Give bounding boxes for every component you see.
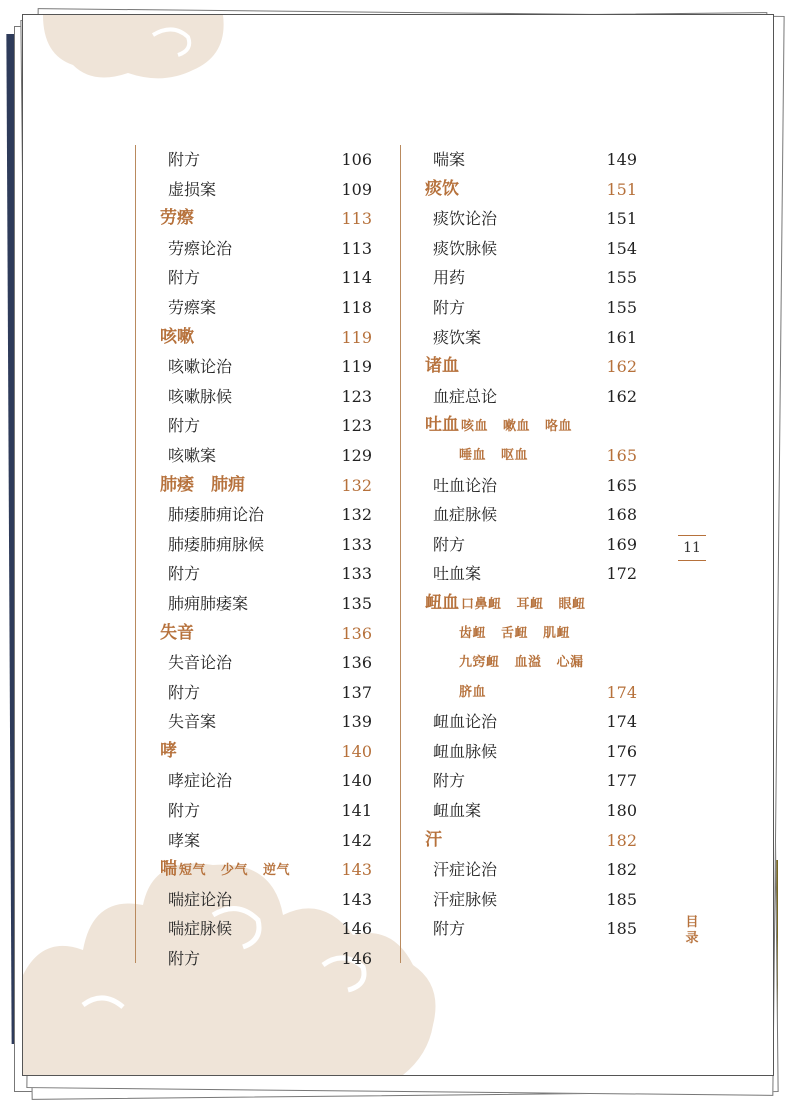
toc-heading[interactable]	[401, 352, 637, 382]
toc-entry-page: 165	[606, 445, 637, 465]
toc-entry-label	[433, 855, 497, 885]
toc-entry-page: 113	[341, 209, 372, 229]
toc-entry-label	[433, 796, 481, 826]
toc-entry-page: 174	[606, 712, 637, 732]
toc-entry-page: 114	[341, 268, 372, 288]
toc-entry-page: 132	[341, 475, 372, 495]
toc-heading[interactable]	[136, 855, 372, 885]
toc-entry-label	[433, 707, 497, 737]
toc-entry[interactable]	[136, 175, 372, 205]
toc-entry-label	[168, 885, 232, 915]
toc-entry-page: 139	[341, 712, 372, 732]
toc-entry-title: 肺痿肺痈论治	[168, 505, 265, 525]
toc-entry-label	[168, 382, 232, 412]
toc-entry-title: 血症脉候	[433, 505, 498, 525]
toc-entry-label	[160, 855, 290, 886]
toc-entry-title: 咳嗽案	[168, 445, 217, 465]
toc-entry-page: 155	[606, 297, 637, 317]
toc-entry-label	[168, 589, 248, 619]
toc-entry-title: 痰饮案	[433, 327, 482, 347]
toc-entry-page: 143	[341, 860, 372, 880]
toc-column-right	[400, 145, 637, 963]
toc-entry[interactable]	[401, 914, 637, 944]
toc-entry-subtitle: 咳血 嗽血 咯血	[461, 419, 573, 435]
toc-entry-page: 174	[606, 682, 637, 702]
toc-entry[interactable]	[136, 411, 372, 441]
toc-entry-label	[160, 323, 196, 354]
toc-entry[interactable]	[401, 263, 637, 293]
toc-entry-label	[433, 293, 465, 323]
toc-entry-label	[168, 826, 200, 856]
toc-entry-title: 哮	[160, 740, 177, 761]
toc-entry[interactable]	[401, 382, 637, 412]
toc-entry-page: 182	[606, 830, 637, 850]
toc-entry-title: 衄血脉候	[433, 741, 498, 761]
toc-entry-page: 149	[606, 150, 637, 169]
toc-entry-label	[459, 441, 528, 471]
page-number: 11	[678, 535, 706, 561]
toc-entry-title: 汗症论治	[433, 860, 498, 880]
toc-entry-page: 133	[341, 564, 372, 584]
toc-entry-page: 137	[341, 682, 372, 702]
toc-entry-title: 哮案	[168, 830, 201, 850]
toc-entry[interactable]	[401, 707, 637, 737]
toc-entry-title: 吐血	[425, 415, 459, 436]
toc-entry-page: 143	[341, 889, 372, 909]
toc-entry-title: 九窍衄 血溢 心漏	[459, 655, 584, 671]
toc-entry-page: 146	[341, 949, 372, 969]
toc-entry[interactable]	[401, 796, 637, 826]
toc-entry-title: 诸血	[425, 356, 459, 377]
toc-entry[interactable]	[401, 737, 637, 767]
toc-entry-label	[433, 382, 497, 412]
toc-entry-label	[160, 204, 196, 235]
toc-heading-continuation[interactable]	[401, 619, 637, 649]
toc-entry[interactable]	[136, 707, 372, 737]
toc-heading[interactable]	[401, 411, 637, 441]
toc-entry-page: 140	[341, 771, 372, 791]
toc-entry[interactable]	[136, 648, 372, 678]
toc-entry-title: 附方	[168, 268, 201, 288]
toc-entry-label	[168, 707, 216, 737]
toc-entry-page: 154	[606, 238, 637, 258]
toc-entry-label	[168, 678, 200, 708]
toc-entry-page: 176	[606, 741, 637, 761]
toc-entry-title: 失音案	[168, 712, 217, 732]
toc-heading[interactable]	[401, 589, 637, 619]
toc-entry-label	[433, 145, 465, 175]
toc-heading-continuation[interactable]	[401, 678, 637, 708]
toc-entry-label	[433, 530, 465, 560]
toc-entry-title: 咳嗽	[160, 326, 194, 347]
toc-entry[interactable]	[401, 323, 637, 353]
toc-entry-title: 喘	[160, 859, 177, 880]
toc-entry-page: 123	[341, 416, 372, 436]
toc-entry-page: 185	[606, 889, 637, 909]
toc-entry[interactable]	[401, 500, 637, 530]
toc-entry-title: 痰饮脉候	[433, 238, 498, 258]
toc-entry-title: 失音论治	[168, 653, 233, 673]
section-label	[683, 915, 701, 947]
toc-entry-label	[459, 648, 584, 678]
toc-entry-page: 161	[606, 327, 637, 347]
toc-entry-label	[433, 766, 465, 796]
toc-entry-title: 衄血论治	[433, 712, 498, 732]
toc-entry[interactable]	[136, 352, 372, 382]
toc-entry-label	[433, 737, 497, 767]
toc-entry-page: 155	[606, 268, 637, 288]
toc-entry-label	[433, 559, 481, 589]
toc-entry-title: 附方	[433, 771, 466, 791]
toc-entry[interactable]	[136, 678, 372, 708]
toc-entry-page: 169	[606, 534, 637, 554]
toc-entry-page: 119	[341, 357, 372, 377]
toc-entry-label	[425, 589, 586, 620]
toc-entry-title: 痰饮	[425, 178, 459, 199]
toc-entry-title: 咳嗽论治	[168, 357, 233, 377]
toc-entry-label	[160, 471, 247, 502]
toc-entry-label	[168, 293, 216, 323]
toc-entry[interactable]	[401, 766, 637, 796]
toc-entry[interactable]	[136, 500, 372, 530]
toc-entry-title: 附方	[168, 416, 201, 436]
toc-entry[interactable]	[136, 145, 372, 175]
toc-entry-page: 151	[606, 209, 637, 229]
toc-entry-page: 168	[606, 505, 637, 525]
toc-entry-title: 痰饮论治	[433, 209, 498, 229]
toc-entry-page: 123	[341, 386, 372, 406]
toc-entry[interactable]	[136, 885, 372, 915]
toc-entry-subtitle: 短气 少气 逆气	[179, 863, 291, 879]
toc-entry-title: 汗症脉候	[433, 889, 498, 909]
toc-entry-label	[425, 826, 444, 857]
toc-entry-title: 哮症论治	[168, 771, 233, 791]
toc-entry-label	[433, 500, 497, 530]
toc-entry-title: 附方	[168, 682, 201, 702]
toc-entry-page: 162	[606, 386, 637, 406]
toc-entry-page: 182	[606, 860, 637, 880]
toc-entry-label	[433, 323, 481, 353]
toc-entry-label	[168, 766, 232, 796]
toc-entry-title: 吐血案	[433, 564, 482, 584]
toc-entry-label	[425, 175, 461, 206]
toc-entry-page: 162	[606, 357, 637, 377]
toc-entry-label	[160, 619, 196, 650]
toc-entry-title: 劳瘵论治	[168, 238, 233, 258]
section-label-char: 录	[685, 931, 699, 946]
toc-entry-label	[168, 796, 200, 826]
toc-entry-title: 衄血案	[433, 801, 482, 821]
toc-entry-title: 虚损案	[168, 179, 217, 199]
toc-entry[interactable]	[136, 293, 372, 323]
toc-entry-title: 失音	[160, 622, 194, 643]
toc-entry-title: 肺痈肺痿案	[168, 593, 249, 613]
toc-entry-title: 吐血论治	[433, 475, 498, 495]
toc-entry[interactable]	[136, 530, 372, 560]
toc-entry[interactable]	[401, 855, 637, 885]
toc-entry-label	[433, 234, 497, 264]
toc-entry-label	[433, 914, 465, 944]
toc-entry-title: 附方	[168, 564, 201, 584]
toc-entry[interactable]	[401, 145, 637, 175]
toc-entry-label	[168, 914, 232, 944]
toc-entry-label	[160, 737, 179, 768]
toc-entry-title: 劳瘵案	[168, 297, 217, 317]
toc-entry-title: 附方	[168, 150, 201, 169]
toc-page	[22, 14, 774, 1076]
toc-entry-subtitle: 口鼻衄 耳衄 眼衄	[461, 596, 586, 612]
toc-heading[interactable]	[136, 619, 372, 649]
toc-entry-label	[168, 234, 232, 264]
toc-heading[interactable]	[136, 737, 372, 767]
toc-entry-label	[168, 175, 216, 205]
toc-entry-page: 135	[341, 593, 372, 613]
toc-entry-title: 附方	[433, 297, 466, 317]
toc-entry-label	[433, 204, 497, 234]
toc-entry-title: 齿衄 舌衄 肌衄	[459, 625, 571, 641]
toc-entry[interactable]	[401, 559, 637, 589]
toc-heading-continuation[interactable]	[401, 441, 637, 471]
toc-entry[interactable]	[136, 382, 372, 412]
toc-entry-title: 用药	[433, 268, 466, 288]
toc-entry[interactable]	[136, 914, 372, 944]
toc-entry-title: 咳嗽脉候	[168, 386, 233, 406]
toc-entry-title: 汗	[425, 829, 442, 850]
toc-entry-title: 唾血 呕血	[459, 447, 529, 463]
toc-entry-page: 119	[341, 327, 372, 347]
toc-entry-page: 118	[341, 297, 372, 317]
toc-entry[interactable]	[136, 234, 372, 264]
toc-entry-label	[168, 411, 200, 441]
toc-heading-continuation[interactable]	[401, 648, 637, 678]
toc-entry-title: 附方	[433, 919, 466, 939]
toc-entry-page: 132	[341, 505, 372, 525]
toc-entry[interactable]	[401, 530, 637, 560]
toc-entry-title: 脐血	[459, 684, 487, 700]
cloud-ornament-top-icon	[33, 15, 233, 85]
toc-entry[interactable]	[136, 944, 372, 974]
toc-entry-title: 喘案	[433, 150, 466, 169]
toc-entry-page: 180	[606, 801, 637, 821]
toc-entry-label	[433, 263, 465, 293]
toc-entry-page: 136	[341, 623, 372, 643]
toc-entry-page: 185	[606, 919, 637, 939]
toc-entry[interactable]	[136, 826, 372, 856]
toc-entry-page: 165	[606, 475, 637, 495]
toc-entry[interactable]	[401, 293, 637, 323]
toc-entry-title: 衄血	[425, 592, 459, 613]
toc-entry-title: 肺痿肺痈脉候	[168, 534, 265, 554]
toc-entry[interactable]	[136, 766, 372, 796]
toc-heading[interactable]	[401, 175, 637, 205]
toc-heading[interactable]	[136, 323, 372, 353]
toc-entry-label	[168, 441, 216, 471]
toc-entry-title: 附方	[168, 801, 201, 821]
toc-entry-label	[433, 471, 497, 501]
section-label-char: 目	[685, 915, 699, 930]
toc-entry-label	[168, 530, 264, 560]
toc-entry-page: 136	[341, 653, 372, 673]
toc-entry-page: 129	[341, 445, 372, 465]
toc-entry-page: 133	[341, 534, 372, 554]
toc-entry-page: 177	[606, 771, 637, 791]
toc-entry-page: 146	[341, 919, 372, 939]
toc-entry[interactable]	[401, 204, 637, 234]
toc-heading[interactable]	[136, 204, 372, 234]
toc-entry-page: 141	[341, 801, 372, 821]
toc-entry-label	[433, 885, 497, 915]
toc-entry-label	[425, 352, 461, 383]
toc-entry-title: 肺痿 肺痈	[160, 474, 245, 495]
toc-entry[interactable]	[401, 471, 637, 501]
toc-entry[interactable]	[401, 885, 637, 915]
toc-entry-title: 附方	[168, 949, 201, 969]
toc-entry-page: 151	[606, 179, 637, 199]
toc-entry[interactable]	[136, 441, 372, 471]
toc-entry[interactable]	[136, 559, 372, 589]
toc-entry-label	[168, 559, 200, 589]
toc-entry-page: 106	[341, 150, 372, 169]
toc-entry-label	[459, 678, 486, 708]
toc-entry-page: 109	[341, 179, 372, 199]
toc-entry-label	[168, 944, 200, 974]
toc-entry-page: 140	[341, 741, 372, 761]
toc-entry-label	[425, 411, 572, 442]
toc-entry-title: 血症总论	[433, 386, 498, 406]
toc-entry-page: 142	[341, 830, 372, 850]
toc-entry-label	[168, 145, 200, 175]
toc-entry-title: 劳瘵	[160, 208, 194, 229]
toc-entry[interactable]	[136, 589, 372, 619]
toc-entry[interactable]	[401, 234, 637, 264]
toc-entry[interactable]	[136, 796, 372, 826]
toc-heading[interactable]	[401, 826, 637, 856]
toc-entry-page: 113	[341, 238, 372, 258]
toc-entry[interactable]	[136, 263, 372, 293]
toc-entry-label	[168, 500, 264, 530]
toc-entry-title: 附方	[433, 534, 466, 554]
toc-entry-page: 172	[606, 564, 637, 584]
toc-entry-label	[168, 263, 200, 293]
toc-heading[interactable]	[136, 471, 372, 501]
toc-entry-label	[168, 352, 232, 382]
toc-column-left	[135, 145, 372, 969]
toc-entry-title: 喘症论治	[168, 889, 233, 909]
toc-entry-label	[459, 619, 570, 649]
toc-entry-label	[168, 648, 232, 678]
toc-entry-title: 喘症脉候	[168, 919, 233, 939]
